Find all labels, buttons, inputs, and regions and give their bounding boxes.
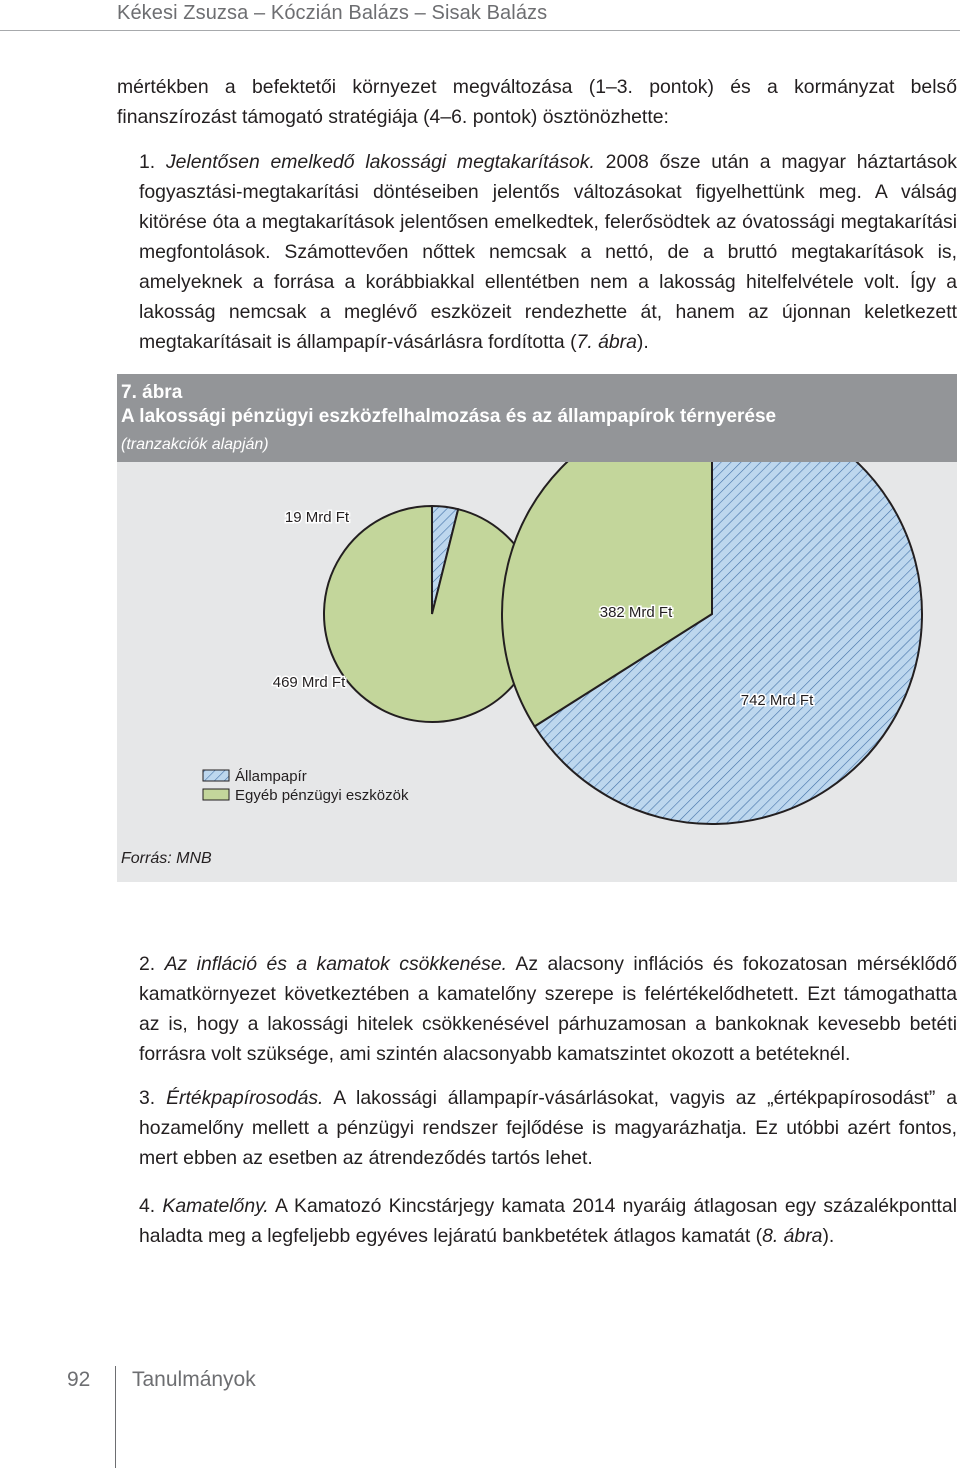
item-1-title: Jelentősen emelkedő lakossági megtakarítások. [165, 151, 595, 173]
list-item-3 [117, 1083, 957, 1173]
list-item-2 [117, 949, 957, 1069]
pie-1-label-2: 469 Mrd Ft [272, 674, 346, 691]
figure-number: 7. ábra [121, 382, 183, 403]
item-4-ref: 8. ábra [762, 1225, 823, 1247]
page-number: 92 [67, 1368, 91, 1391]
item-1-ref: 7. ábra [576, 331, 637, 353]
item-4-title: Kamatelőny. [162, 1195, 269, 1217]
figure-source: Forrás: MNB [121, 850, 212, 867]
item-1-text: 2008 ősze után a magyar háztartások fogyasztási-megtakarítási döntéseiben jelentős változásokat figyelhettünk meg. A válság kitörése óta a megtakarítások jelentősen emelkedtek, felerősödtek az óvatossági megtakarítási megfontolások. Számottevően nőttek nemcsak a nettó, de a bruttó megtakarítások is, amelyeknek a forrása a korábbiakkal ellentétben nem a lakosság hitelfelvétele volt. Így a lakosság nemcsak a meglévő eszközeit rendezhette át, hanem az újonnan keletkezett megtakarításait is állampapír-vásárlásra fordította ( [139, 151, 957, 353]
legend-swatch-1 [203, 770, 229, 781]
figure-header [117, 374, 957, 462]
footer-rule [115, 1366, 116, 1468]
running-header [0, 0, 960, 30]
pie-2-label-1: 742 Mrd Ft [740, 692, 814, 709]
figure-title: A lakossági pénzügyi eszközfelhalmozása és az állampapírok térnyerése [121, 406, 777, 427]
legend-label-2: Egyéb pénzügyi eszközök [235, 787, 409, 804]
chart-legend [203, 768, 409, 804]
list-item-1: 1. Jelentősen emelkedő lakossági megtakarítások. 2008 ősze után a magyar háztartások fogyasztási-megtakarítási döntéseiben jelentős változásokat figyelhettünk meg. A válság kitörése óta a megtakarítások jelentősen emelkedtek, felerősödtek az óvatossági megtakarítási megfontolások. Számottevően nőttek nemcsak a nettó, de a bruttó megtakarítások is, amelyeknek a forrása a korábbiakkal ellentétben nem a lakosság hitelfelvétele volt. Így a lakosság nemcsak a meglévő eszközeit rendezhette át, hanem az újonnan keletkezett megtakarításait is állampapír-vásárlásra fordította (7. ábra). [139, 151, 957, 353]
item-4-num: 4. [139, 1195, 156, 1217]
item-1-num: 1. [139, 151, 156, 173]
legend-swatch-2 [203, 789, 229, 800]
figure-7 [117, 374, 957, 882]
figure-subtitle: (tranzakciók alapján) [121, 436, 269, 453]
intro-paragraph: mértékben a befektetői környezet megváltozása (1–3. pontok) és a kormányzat belső finanszírozást támogató stratégiája (4–6. pontok) ösztönözhette: [117, 76, 957, 128]
pie-1-label-1: 19 Mrd Ft [284, 509, 350, 526]
legend-label-1: Állampapír [235, 768, 307, 785]
pie-charts [117, 462, 957, 842]
list-item-4: 4. Kamatelőny. A Kamatozó Kincstárjegy kamata 2014 nyaráig átlagosan egy százalékponttal haladta meg a legfeljebb egyéves lejáratú bankbetétek átlagos kamatát (8. ábra). [139, 1195, 958, 1247]
item-3-title: Értékpapírosodás. [166, 1087, 324, 1109]
item-2-num: 2. [139, 953, 156, 975]
pie-2-label-2: 382 Mrd Ft [599, 604, 673, 621]
header-rule [0, 30, 960, 31]
item-2-text: Az alacsony inflációs és fokozatosan mérséklődő kamatkörnyezet következtében a kamatelőny szerepe is felértékelődhetett. Ezt támogathatta az is, hogy a lakossági hitelek csökkenésével párhuzamosan a bankoknak kevesebb betéti forrásra volt szüksége, ami szintén alacsonyabb kamatszintet okozott a betéteknél. [139, 953, 957, 1065]
item-4-text: A Kamatozó Kincstárjegy kamata 2014 nyaráig átlagosan egy százalékponttal haladta meg a legfeljebb egyéves lejáratú bankbetétek átlagos kamatát ( [139, 1195, 958, 1247]
item-2-title: Az infláció és a kamatok csökkenése. [164, 953, 508, 975]
item-3-text: A lakossági állampapír-vásárlásokat, vagyis az „értékpapírosodást” a hozamelőny mellett a pénzügyi rendszer fejlődése is magyarázhatja. Ez utóbbi azért fontos, mert ebben az esetben az átrendeződés tartós lehet. [139, 1087, 957, 1169]
header-authors: Kékesi Zsuzsa – Kóczián Balázs – Sisak Balázs [117, 2, 548, 24]
item-3-num: 3. [139, 1087, 156, 1109]
section-name: Tanulmányok [132, 1368, 256, 1391]
